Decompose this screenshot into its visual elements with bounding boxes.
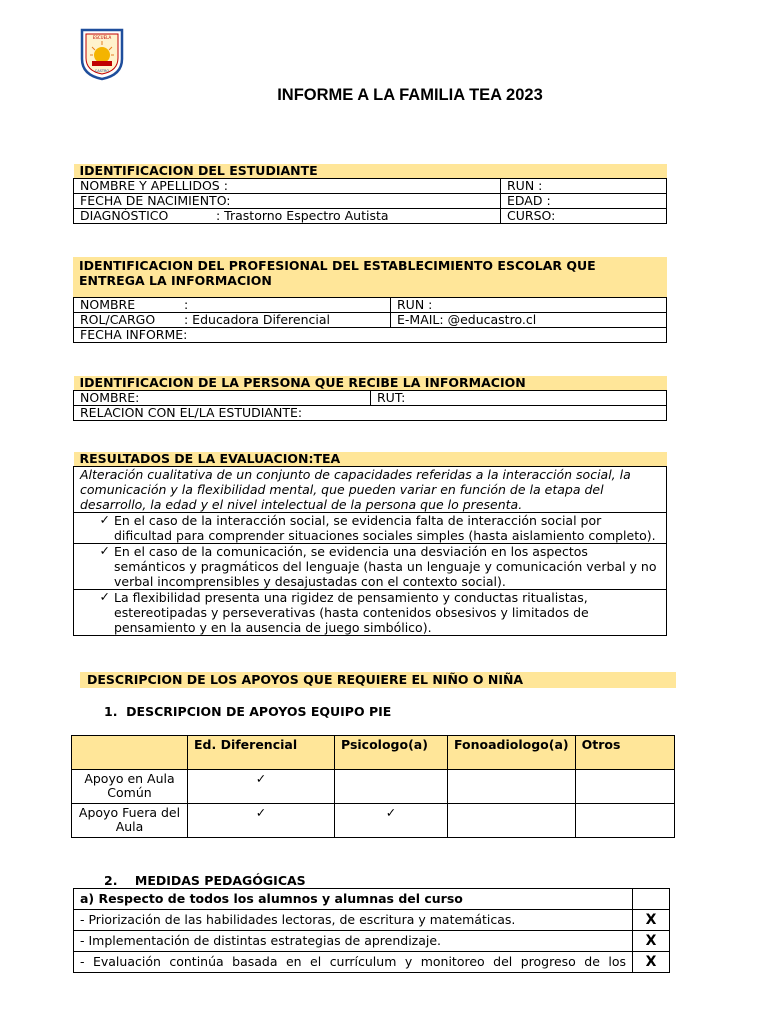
check-icon: ✓ bbox=[188, 770, 335, 804]
result-item-3: La flexibilidad presenta una rigidez de pensamiento y conductas ritualistas, estereotipadas y perseverativas (hasta contenidos obsesivos y limitados de pensamiento y en la ausencia de juego simbólico). bbox=[112, 590, 667, 636]
col-otros: Otros bbox=[575, 736, 674, 770]
col-ed-diferencial: Ed. Diferencial bbox=[188, 736, 335, 770]
document-title: INFORME A LA FAMILIA TEA 2023 bbox=[277, 86, 543, 104]
student-header: IDENTIFICACION DEL ESTUDIANTE bbox=[74, 164, 667, 179]
supports-subtitle: 1. DESCRIPCION DE APOYOS EQUIPO PIE bbox=[104, 704, 392, 719]
check-icon: ✓ bbox=[74, 544, 113, 590]
school-logo bbox=[79, 27, 125, 81]
recipient-rut: RUT: bbox=[371, 391, 667, 406]
svg-text:ESCUELA: ESCUELA bbox=[92, 35, 112, 40]
cell bbox=[448, 770, 576, 804]
results-intro: Alteración cualitativa de un conjunto de capacidades referidas a la interacción social, la comunicación y la flexibilidad mental, que pueden variar en función de la etapa del desarrollo, la edad y el nivel intelectual de la persona que lo presenta. bbox=[74, 467, 667, 513]
col-fonoaudiologo: Fonoadiologo(a) bbox=[448, 736, 576, 770]
student-birthdate: FECHA DE NACIMIENTO: bbox=[74, 194, 501, 209]
student-age: EDAD : bbox=[501, 194, 667, 209]
x-mark: X bbox=[633, 910, 670, 931]
svg-text:CASTRO: CASTRO bbox=[94, 69, 110, 73]
results-header: RESULTADOS DE LA EVALUACION:TEA bbox=[74, 452, 667, 467]
cell bbox=[335, 770, 448, 804]
measure-row-3: - Evaluación continúa basada en el currículum y monitoreo del progreso de los bbox=[74, 952, 633, 973]
student-diagnosis: DIAGNÓSTICO : Trastorno Espectro Autista bbox=[74, 209, 501, 224]
student-table bbox=[73, 164, 667, 224]
recipient-relation: RELACION CON EL/LA ESTUDIANTE: bbox=[74, 406, 667, 421]
student-course: CURSO: bbox=[501, 209, 667, 224]
cell bbox=[575, 804, 674, 838]
supports-corner bbox=[72, 736, 188, 770]
professional-name: NOMBRE : bbox=[74, 298, 391, 313]
professional-role: ROL/CARGO : Educadora Diferencial bbox=[74, 313, 391, 328]
results-table bbox=[73, 452, 667, 636]
result-item-2: En el caso de la comunicación, se evidencia una desviación en los aspectos semánticos y pragmáticos del lenguaje (hasta un lenguaje y comunicación verbal y no verbal incomprensibles y desajustadas con el contexto social). bbox=[112, 544, 667, 590]
recipient-name: NOMBRE: bbox=[74, 391, 371, 406]
check-icon: ✓ bbox=[335, 804, 448, 838]
professional-email: E-MAIL: @educastro.cl bbox=[391, 313, 667, 328]
cell bbox=[575, 770, 674, 804]
professional-header: IDENTIFICACION DEL PROFESIONAL DEL ESTABLECIMIENTO ESCOLAR QUE ENTREGA LA INFORMACION bbox=[73, 257, 667, 298]
measures-header-mark bbox=[633, 889, 670, 910]
professional-run: RUN : bbox=[391, 298, 667, 313]
measures-header: a) Respecto de todos los alumnos y alumnas del curso bbox=[74, 889, 633, 910]
supports-table bbox=[71, 735, 675, 838]
check-icon: ✓ bbox=[74, 590, 113, 636]
check-icon: ✓ bbox=[188, 804, 335, 838]
x-mark: X bbox=[633, 952, 670, 973]
measure-row-2: - Implementación de distintas estrategias de aprendizaje. bbox=[74, 931, 633, 952]
measures-title: 2. MEDIDAS PEDAGÓGICAS bbox=[104, 873, 306, 888]
recipient-table bbox=[73, 376, 667, 421]
professional-table bbox=[73, 297, 667, 343]
cell bbox=[448, 804, 576, 838]
row-fuera-aula: Apoyo Fuera del Aula bbox=[72, 804, 188, 838]
recipient-header: IDENTIFICACION DE LA PERSONA QUE RECIBE LA INFORMACION bbox=[74, 376, 667, 391]
measures-table bbox=[73, 888, 670, 973]
col-psicologo: Psicologo(a) bbox=[335, 736, 448, 770]
check-icon: ✓ bbox=[74, 513, 113, 544]
x-mark: X bbox=[633, 931, 670, 952]
measure-row-1: - Priorización de las habilidades lectoras, de escritura y matemáticas. bbox=[74, 910, 633, 931]
student-name: NOMBRE Y APELLIDOS : bbox=[74, 179, 501, 194]
report-date: FECHA INFORME: bbox=[74, 328, 667, 343]
student-run: RUN : bbox=[501, 179, 667, 194]
supports-header: DESCRIPCION DE LOS APOYOS QUE REQUIERE EL NIÑO O NIÑA bbox=[80, 672, 676, 688]
result-item-1: En el caso de la interacción social, se evidencia falta de interacción social por dificultad para comprender situaciones sociales simples (hasta aislamiento completo). bbox=[112, 513, 667, 544]
row-aula-comun: Apoyo en Aula Común bbox=[72, 770, 188, 804]
